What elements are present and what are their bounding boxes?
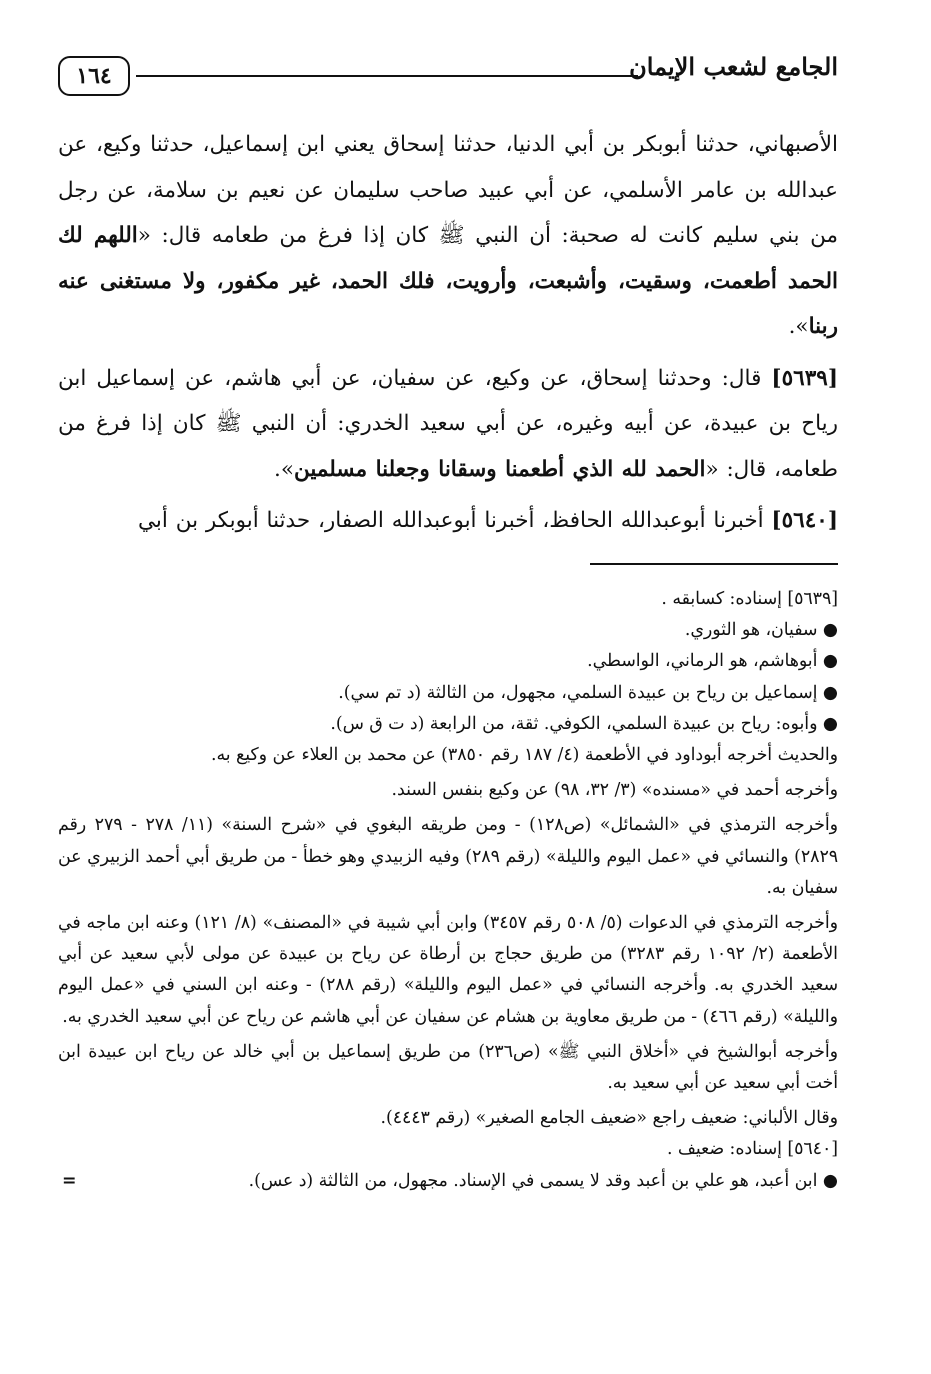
note-bullet: ● أبوهاشم، هو الرماني، الواسطي. xyxy=(587,651,838,672)
p1-end: ». xyxy=(788,314,809,339)
hadith-number-5639: [٥٦٣٩] xyxy=(771,365,838,391)
note-albani: وقال الألباني: ضعيف راجع «ضعيف الجامع الصغير» (رقم ٤٤٤٣). xyxy=(380,1108,838,1129)
footnotes xyxy=(58,584,838,1197)
p1-text: الأصبهاني، حدثنا أبوبكر بن أبي الدنيا، حدثنا إسحاق يعني ابن إسماعيل، حدثنا وكيع، عن عبدالله بن عامر الأسلمي، عن أبي عبيد صاحب سليمان عن نعيم بن سلامة، عن رجل من بني سليم كانت له صحبة: أن النبي ﷺ كان إذا فرغ من طعامه قال: « xyxy=(58,132,838,248)
header-rule xyxy=(136,75,638,77)
note-bullet: ● وأبوه: رياح بن عبيدة السلمي، الكوفي. ثقة، من الرابعة (د ت ق س). xyxy=(330,713,838,734)
note-5639-head: [٥٦٣٩] إسناده: كسابقه . xyxy=(661,589,838,609)
paragraph-1 xyxy=(58,122,838,350)
note-takhrij: والحديث أخرجه أبوداود في الأطعمة (٤/ ١٨٧ رقم ٣٨٥٠) عن محمد بن العلاء عن وكيع به. xyxy=(210,745,838,766)
page-number: ١٦٤ xyxy=(58,56,130,96)
note-takhrij: وأخرجه الترمذي في «الشمائل» (ص١٢٨) - ومن طريقه البغوي في «شرح السنة» (١١/ ٢٧٨ - ٢٧٩ رقم ٢٨٢٩) والنسائي في «عمل اليوم والليلة» (رقم ٢٨٩) وفيه الزبيدي وهو خطأ - من طريق أبي أحمد الزبيري عن سفيان به. xyxy=(58,815,839,898)
note-bullet-text: ● ابن أعبد، هو علي بن أعبد وقد لا يسمى في الإسناد. مجهول، من الثالثة (د عس). xyxy=(248,1170,838,1191)
page-header xyxy=(58,44,838,108)
book-title: الجامع لشعب الإيمان xyxy=(629,52,838,81)
note-takhrij: وأخرجه أحمد في «مسنده» (٣/ ٣٢، ٩٨) عن وكيع بنفس السند. xyxy=(391,780,838,801)
note-takhrij: وأخرجه أبوالشيخ في «أخلاق النبي ﷺ» (ص٢٣٦) من طريق إسماعيل بن أبي خالد عن رياح ابن عبيدة ابن أخت أبي سعيد عن أبي سعيد به. xyxy=(58,1041,838,1094)
continuation-mark: = xyxy=(62,1170,77,1191)
note-5640-head: [٥٦٤٠] إسناده: ضعيف . xyxy=(666,1139,838,1160)
main-text xyxy=(58,122,838,550)
p2-dua: الحمد لله الذي أطعمنا وسقانا وجعلنا مسلمين xyxy=(294,456,706,482)
p2-end: ». xyxy=(274,456,294,482)
hadith-number-5640: [٥٦٤٠] xyxy=(771,508,838,533)
paragraph-5640 xyxy=(58,498,838,544)
p3-text: أخبرنا أبوعبدالله الحافظ، أخبرنا أبوعبدالله الصفار، حدثنا أبوبكر بن أبي xyxy=(138,508,772,533)
p1-dua: اللهم لك الحمد أطعمت، وسقيت، وأشبعت، وأرويت، فلك الحمد، غير مكفور، ولا مستغنى عنه ربنا xyxy=(58,223,838,339)
note-takhrij: وأخرجه الترمذي في الدعوات (٥/ ٥٠٨ رقم ٣٤٥٧) وابن أبي شيبة في «المصنف» (٨/ ١٢١) وعنه ابن ماجه في الأطعمة (٢/ ١٠٩٢ رقم ٣٢٨٣) من طريق حجاج بن أرطاة عن رياح بن عبيدة عن مولى لأبي سعيد عن أبي سعيد الخدري به. وأخرجه النسائي في «عمل اليوم والليلة» (رقم ٢٨٨) - وعنه ابن السني في «عمل اليوم والليلة» (رقم ٤٦٦) - من طريق معاوية بن هشام عن سفيان عن أبي هاشم عن رياح عن أبي سعيد الخدري به. xyxy=(58,913,838,1027)
p2-text: قال: وحدثنا إسحاق، عن وكيع، عن سفيان، عن أبي هاشم، عن إسماعيل ابن رياح بن عبيدة، عن أبيه وغيره، عن أبي سعيد الخدري: أن النبي ﷺ كان إذا فرغ من طعامه، قال: « xyxy=(58,365,838,482)
note-bullet: ● إسماعيل بن رياح بن عبيدة السلمي، مجهول، من الثالثة (د تم سي). xyxy=(338,682,838,703)
paragraph-5639 xyxy=(58,356,838,493)
footnote-separator xyxy=(590,563,838,565)
note-bullet-last xyxy=(58,1166,838,1197)
note-bullet: ● سفيان، هو الثوري. xyxy=(684,620,838,641)
